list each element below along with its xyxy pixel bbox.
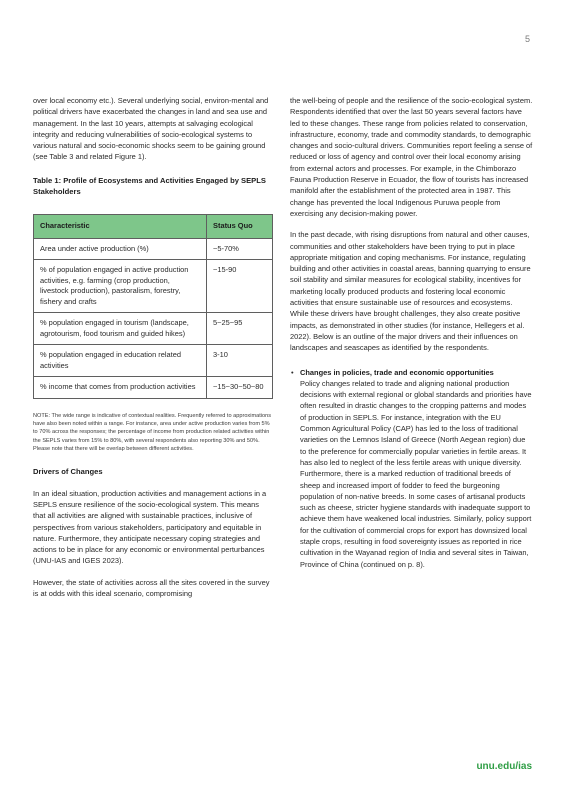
table-cell-status-quo: 5~25~95 — [207, 313, 273, 345]
table-row — [34, 313, 273, 345]
section-heading: Drivers of Changes — [33, 467, 103, 477]
intro-paragraph: over local economy etc.). Several underlying social, environ-mental and political drivers have exacerbated the changes in land and sea use and management. In the last 10 years, attempts at salvaging ecological integrity and reducing vulnerabilities of socio-ecological systems to various natural and socio-economic shocks seem to be gaining ground (see Table 3 and related Figure 1). — [33, 96, 269, 162]
table-row — [34, 238, 273, 260]
table-cell-status-quo: ~15-90 — [207, 260, 273, 313]
table-cell-status-quo: ~15~30~50~80 — [207, 377, 273, 399]
table-header-characteristic: Characteristic — [34, 215, 207, 239]
bullet-title: Changes in policies, trade and economic opportunities — [300, 367, 494, 377]
table-cell-characteristic: % population engaged in education related activities — [34, 345, 207, 377]
footer-url[interactable]: unu.edu/ias — [476, 761, 532, 772]
left-column — [33, 95, 273, 599]
bullet-marker: • — [291, 367, 294, 377]
body-paragraph: In an ideal situation, production activities and management actions in a SEPLS ensure resilience of the socio-ecological system. This means that all activities are aligned with sustainable practices, inclusive of perspectives from various stakeholders, participatory and equitable in nature. Furthermore, they anticipate necessary coping strategies and actions to be in place for any economic or environmental perturbances (UNU-IAS and IGES 2023). — [33, 488, 267, 566]
table-row — [34, 260, 273, 313]
drivers-list — [290, 367, 533, 570]
right-column — [290, 95, 533, 570]
table-cell-characteristic: % of population engaged in active production activities, e.g. farming (crop production, livestock production), pastoralism, forestry, fishery and crafts — [34, 260, 207, 313]
table-row — [34, 345, 273, 377]
bullet-text: Policy changes related to trade and aligning national production decisions with external regional or global standards and priorities have often resulted in drastic changes to the cropping patterns and modes of production in SEPLS. For instance, integration with the EU Common Agricultural Policy (CAP) has led to the loss of traditional varieties on the Lemnos Island of Greece (North Aegean region) due to the preference for commercially popular varieties in fertile areas. It has also led to neglect of the less fertile areas with unique diversity. Furthermore, there is a marked reduction of traditional breeds of sheep and increased import of fodder to feed the burgeoning population of non-native breeds. In some cases of artisanal products such as cheese, stricter hygiene standards with inadequate support to achieve them have weakened local industries. Similarly, policy support for the cultivation of commercial crops for export has downsized local staple crops, resulting in food sovereignty issues as reported in rice cultivation in the Wayanad region of India and several sites in Taiwan, Province of China (continued on p. 8). — [300, 378, 532, 569]
profile-table — [33, 214, 273, 399]
table-cell-status-quo: ~5-70% — [207, 238, 273, 260]
table-header-row — [34, 215, 273, 239]
body-paragraph: In the past decade, with rising disruptions from natural and other causes, communities and other stakeholders have been trying to put in place appropriate mitigation and coping mechanisms. For instance, regulating building and other activities in coastal areas, banning quarrying to ensure soil stability and similar measures for ecological stability, incentives for marketing locally produced products and fostering local economic activities that ensure sustainable use of resources and ecosystems. While these drivers have brought challenges, they also create positive impacts, as demonstrated in other studies (for instance, Hellegers et al. 2022). Below is an outline of the major drivers and their influences on landscapes and seascapes as identified by the respondents. — [290, 230, 531, 353]
table-cell-characteristic: % income that comes from production activities — [34, 377, 207, 399]
table-cell-characteristic: Area under active production (%) — [34, 238, 207, 260]
list-item — [291, 367, 533, 570]
page-number: 5 — [524, 34, 530, 44]
body-paragraph: However, the state of activities across all the sites covered in the survey is at odds with this ideal scenario, compromising — [33, 577, 270, 599]
table-header-status-quo: Status Quo — [207, 215, 273, 239]
table-note: NOTE: The wide range is indicative of contextual realities. Frequently referred to approximations have also been noted within a range. For instance, area under active production varies from 5% to 70% across the responses; the percentage of income from production related activities within the SEPLS varies from 15% to 80%, with several respondents also reporting 30% and 50%. Please note that there will be overlap between different activities. — [33, 412, 272, 453]
table-cell-characteristic: % population engaged in tourism (landscape, agrotourism, food tourism and guided hikes) — [34, 313, 207, 345]
body-paragraph: the well-being of people and the resilience of the socio-ecological system. Respondents identified that over the last 50 years several factors have led to these changes. These range from policies related to conservation, infrastructure, economy, trade and commodity standards, to demographic changes and socio-cultural drivers. Communities report feeling a sense of reduced or loss of agency and control over their local economy arising from external actors and processes. For example, in the Chimborazo Fauna Production Reserve in Ecuador, the flow of tourists has increased manifold after the establishment of the protected area in 1987. This change has prevented the local Indigenous Puruwa people from exercising any decision-making power. — [290, 96, 533, 218]
table-row — [34, 377, 273, 399]
table-cell-status-quo: 3-10 — [207, 345, 273, 377]
table-title: Table 1: Profile of Ecosystems and Activities Engaged by SEPLS Stakeholders — [33, 175, 266, 197]
